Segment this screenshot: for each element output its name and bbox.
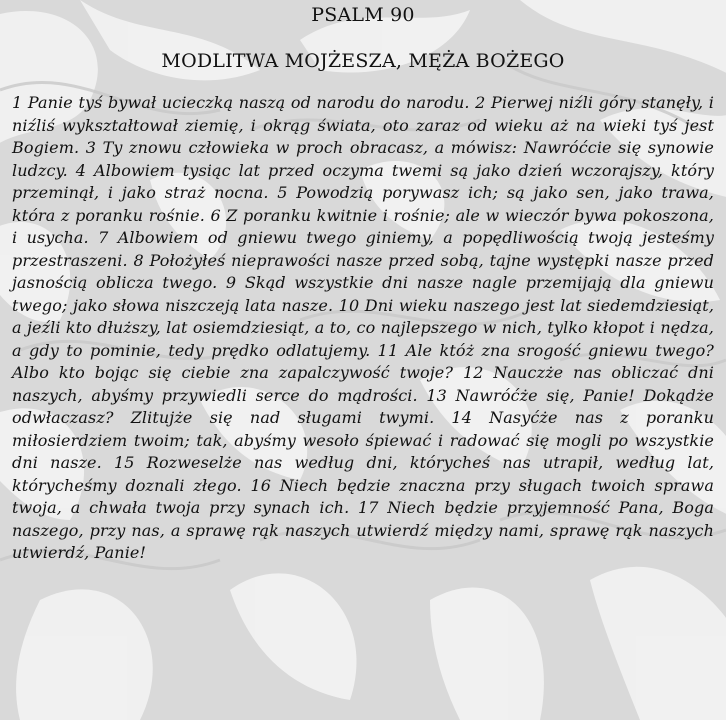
psalm-subtitle: MODLITWA MOJŻESZA, MĘŻA BOŻEGO bbox=[161, 50, 565, 72]
psalm-document bbox=[12, 0, 714, 565]
psalm-title: PSALM 90 bbox=[311, 4, 415, 26]
psalm-body-text: 1 Panie tyś bywał ucieczką naszą od narodu do narodu. 2 Pierwej niźli góry stanęły, i niźliś wykształtował ziemię, i okrąg świata, oto zaraz od wieku aż na wieki tyś jest Bogiem. 3 Ty znowu człowieka w proch obracasz, a mówisz: Nawróćcie się synowie ludzcy. 4 Albowiem tysiąc lat przed oczyma twemi są jako dzień wczorajszy, który przeminął, i jako straż nocna. 5 Powodzią porywasz ich; są jako sen, jako trawa, która z poranku rośnie. 6 Z poranku kwitnie i rośnie; ale w wieczór bywa pokoszona, i usycha. 7 Albowiem od gniewu twego giniemy, a popędliwością twoją jesteśmy przestraszeni. 8 Położyłeś nieprawości nasze przed sobą, tajne występki nasze przed jasnością oblicza twego. 9 Skąd wszystkie dni nasze nagle przemijają dla gniewu twego; jako słowa niszczeją lata nasze. 10 Dni wieku naszego jest lat siedemdziesiąt, a jeźli kto dłuższy, lat osiemdziesiąt, a to, co najlepszego w nich, tylko kłopot i nędza, a gdy to pominie, tedy prędko odlatujemy. 11 Ale któż zna srogość gniewu twego? Albo kto bojąc się ciebie zna zapalczywość twoje? 12 Nauczże nas obliczać dni naszych, abyśmy przywiedli serce do mądrości. 13 Nawróćże się, Panie! Dokądże odwłaczasz? Zlitujże się nad sługami twymi. 14 Nasyćże nas z poranku miłosierdziem twoim; tak, abyśmy wesoło śpiewać i radować się mogli po wszystkie dni nasze. 15 Rozweselże nas według dni, którycheś nas utrapił, według lat, którycheśmy doznali złego. 16 Niech będzie znaczna przy sługach twoich sprawa twoja, a chwała twoja przy synach ich. 17 Niech będzie przyjemność Pana, Boga naszego, przy nas, a sprawę rąk naszych utwierdź między nami, sprawę rąk naszych utwierdź, Panie! bbox=[12, 93, 714, 562]
